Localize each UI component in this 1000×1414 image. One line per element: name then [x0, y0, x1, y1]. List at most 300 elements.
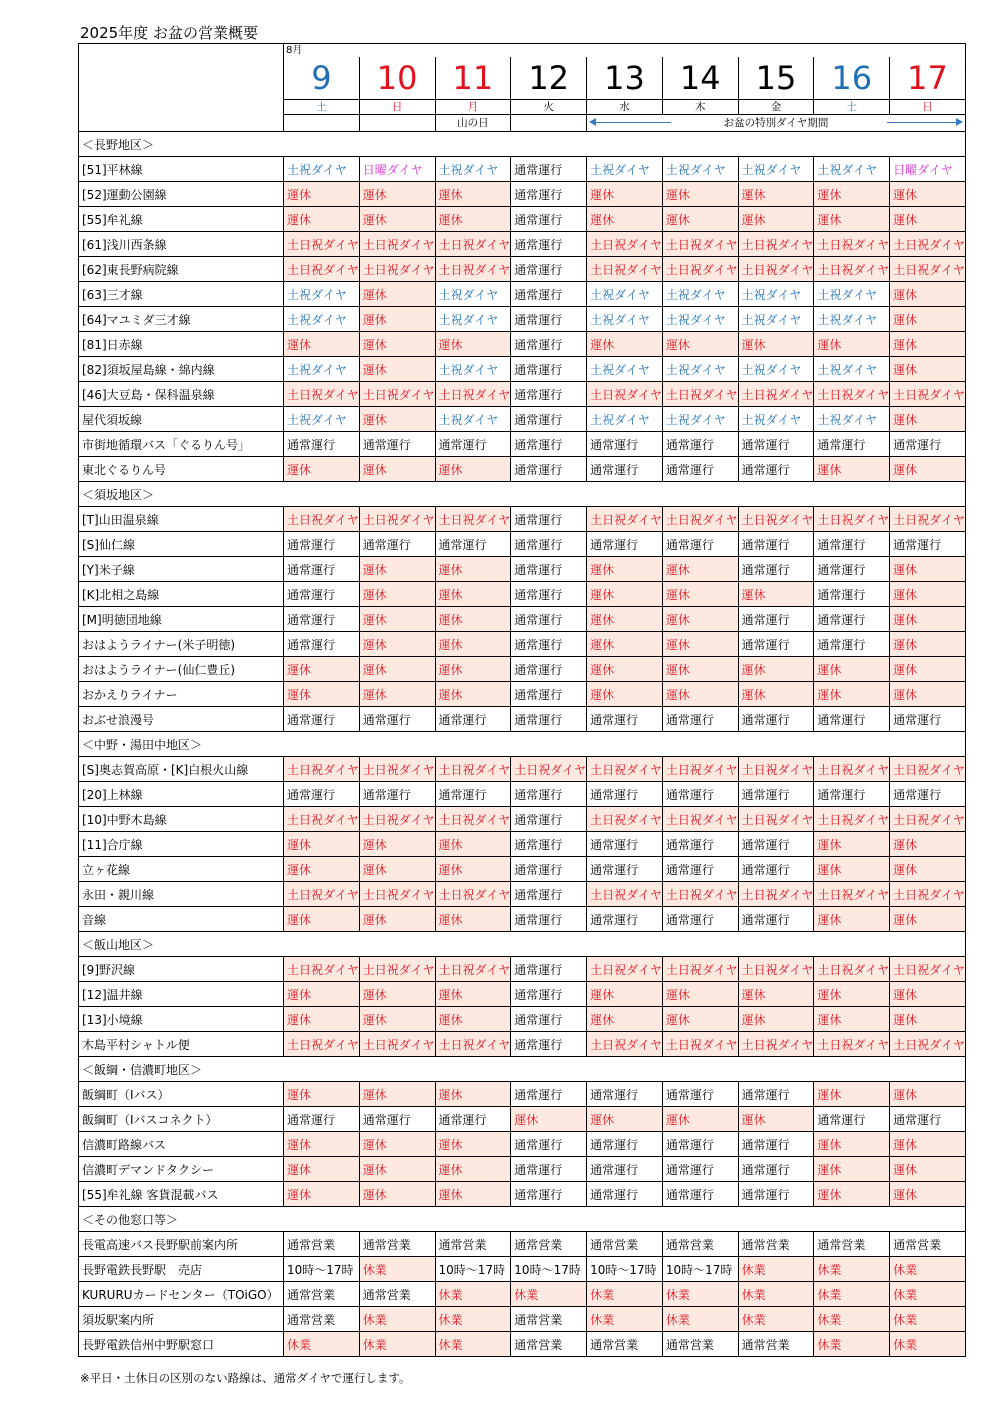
status-cell: 運休	[359, 1157, 435, 1182]
section-label: ＜中野・湯田中地区＞	[79, 732, 966, 757]
status-cell: 10時～17時	[587, 1257, 663, 1282]
status-cell: 運休	[359, 407, 435, 432]
status-cell: 土日祝ダイヤ	[738, 757, 814, 782]
table-row	[79, 832, 966, 857]
route-label: KURURUカードセンター（TOiGO）	[79, 1282, 284, 1307]
status-cell: 土日祝ダイヤ	[890, 232, 966, 257]
status-cell: 通常運行	[435, 707, 511, 732]
status-cell: 通常運行	[359, 707, 435, 732]
special-period-label: お盆の特別ダイヤ期間	[720, 117, 833, 129]
status-cell: 休業	[435, 1282, 511, 1307]
status-cell: 休業	[284, 1332, 360, 1357]
status-cell: 土日祝ダイヤ	[587, 757, 663, 782]
status-cell: 土日祝ダイヤ	[284, 1032, 360, 1057]
status-cell: 運休	[890, 982, 966, 1007]
status-cell: 通常運行	[662, 832, 738, 857]
table-row	[79, 582, 966, 607]
date-17: 17	[890, 57, 966, 100]
status-cell: 土祝ダイヤ	[284, 307, 360, 332]
status-cell: 運休	[662, 207, 738, 232]
status-cell: 運休	[890, 607, 966, 632]
status-cell: 運休	[738, 657, 814, 682]
status-cell: 通常運行	[587, 1132, 663, 1157]
table-row	[79, 1182, 966, 1207]
status-cell: 通常運行	[662, 707, 738, 732]
status-cell: 運休	[890, 682, 966, 707]
status-cell: 通常運行	[511, 982, 587, 1007]
status-cell: 運休	[662, 682, 738, 707]
status-cell: 運休	[587, 332, 663, 357]
status-cell: 土祝ダイヤ	[814, 282, 890, 307]
status-cell: 運休	[814, 1007, 890, 1032]
status-cell: 通常運行	[890, 707, 966, 732]
status-cell: 運休	[738, 207, 814, 232]
status-cell: 運休	[662, 582, 738, 607]
status-cell: 通常運行	[284, 432, 360, 457]
footnote: ※平日・土休日の区別のない路線は、通常ダイヤで運行します。	[80, 1371, 411, 1385]
status-cell: 土日祝ダイヤ	[814, 257, 890, 282]
status-cell: 土日祝ダイヤ	[359, 757, 435, 782]
status-cell: 土日祝ダイヤ	[662, 232, 738, 257]
status-cell: 運休	[814, 982, 890, 1007]
status-cell: 土祝ダイヤ	[814, 307, 890, 332]
status-cell: 運休	[284, 332, 360, 357]
status-cell: 土日祝ダイヤ	[435, 957, 511, 982]
status-cell: 土日祝ダイヤ	[890, 507, 966, 532]
status-cell: 通常運行	[662, 1182, 738, 1207]
route-label: [12]温井線	[79, 982, 284, 1007]
status-cell: 通常営業	[662, 1332, 738, 1357]
section-row	[79, 732, 966, 757]
arrow-line-right	[887, 122, 957, 123]
status-cell: 運休	[435, 682, 511, 707]
status-cell: 通常営業	[284, 1282, 360, 1307]
table-row	[79, 382, 966, 407]
status-cell: 通常運行	[284, 782, 360, 807]
status-cell: 通常営業	[511, 1307, 587, 1332]
status-cell: 土日祝ダイヤ	[587, 382, 663, 407]
status-cell: 運休	[738, 1007, 814, 1032]
status-cell: 運休	[359, 282, 435, 307]
status-cell: 運休	[435, 657, 511, 682]
status-cell: 休業	[738, 1282, 814, 1307]
status-cell: 運休	[890, 1007, 966, 1032]
weekday-11: 月	[435, 100, 511, 115]
status-cell: 休業	[814, 1332, 890, 1357]
status-cell: 通常運行	[511, 707, 587, 732]
status-cell: 土日祝ダイヤ	[435, 232, 511, 257]
status-cell: 通常運行	[511, 182, 587, 207]
table-row	[79, 882, 966, 907]
status-cell: 休業	[359, 1307, 435, 1332]
status-cell: 通常運行	[435, 1107, 511, 1132]
route-label: [S]仙仁線	[79, 532, 284, 557]
status-cell: 休業	[890, 1332, 966, 1357]
status-cell: 土日祝ダイヤ	[662, 882, 738, 907]
status-cell: 通常運行	[587, 832, 663, 857]
route-label: [55]牟礼線	[79, 207, 284, 232]
status-cell: 土祝ダイヤ	[662, 282, 738, 307]
status-cell: 運休	[662, 332, 738, 357]
status-cell: 通常営業	[435, 1232, 511, 1257]
status-cell: 運休	[284, 982, 360, 1007]
status-cell: 土日祝ダイヤ	[284, 882, 360, 907]
table-row	[79, 507, 966, 532]
status-cell: 休業	[587, 1282, 663, 1307]
status-cell: 土祝ダイヤ	[435, 282, 511, 307]
status-cell: 運休	[814, 1082, 890, 1107]
status-cell: 運休	[814, 1132, 890, 1157]
status-cell: 土日祝ダイヤ	[738, 257, 814, 282]
status-cell: 運休	[814, 457, 890, 482]
status-cell: 土日祝ダイヤ	[435, 1032, 511, 1057]
section-label: ＜飯綱・信濃町地区＞	[79, 1057, 966, 1082]
status-cell: 運休	[587, 632, 663, 657]
route-label: [11]合庁線	[79, 832, 284, 857]
status-cell: 運休	[890, 1182, 966, 1207]
status-cell: 運休	[890, 582, 966, 607]
status-cell: 運休	[814, 182, 890, 207]
date-14: 14	[662, 57, 738, 100]
status-cell: 通常運行	[662, 457, 738, 482]
status-cell: 土日祝ダイヤ	[890, 807, 966, 832]
header-month-row	[79, 44, 966, 58]
status-cell: 通常運行	[511, 207, 587, 232]
status-cell: 土日祝ダイヤ	[890, 757, 966, 782]
status-cell: 土日祝ダイヤ	[814, 807, 890, 832]
status-cell: 土日祝ダイヤ	[738, 507, 814, 532]
status-cell: 休業	[511, 1282, 587, 1307]
status-cell: 休業	[738, 1257, 814, 1282]
status-cell: 通常営業	[284, 1232, 360, 1257]
route-label: [K]北相之島線	[79, 582, 284, 607]
status-cell: 土日祝ダイヤ	[738, 382, 814, 407]
table-row	[79, 1282, 966, 1307]
status-cell: 土日祝ダイヤ	[359, 232, 435, 257]
status-cell: 運休	[662, 557, 738, 582]
status-cell: 運休	[359, 457, 435, 482]
status-cell: 通常営業	[738, 1332, 814, 1357]
route-label: [20]上林線	[79, 782, 284, 807]
status-cell: 休業	[587, 1307, 663, 1332]
status-cell: 土祝ダイヤ	[662, 307, 738, 332]
status-cell: 土日祝ダイヤ	[814, 957, 890, 982]
status-cell: 土日祝ダイヤ	[359, 382, 435, 407]
status-cell: 通常営業	[890, 1232, 966, 1257]
status-cell: 運休	[890, 357, 966, 382]
status-cell: 通常運行	[511, 357, 587, 382]
status-cell: 通常運行	[511, 382, 587, 407]
status-cell: 土日祝ダイヤ	[359, 957, 435, 982]
status-cell: 運休	[359, 307, 435, 332]
status-cell: 通常運行	[284, 632, 360, 657]
date-11: 11	[435, 57, 511, 100]
table-row	[79, 857, 966, 882]
status-cell: 通常運行	[890, 532, 966, 557]
status-cell: 運休	[359, 832, 435, 857]
status-cell: 運休	[435, 207, 511, 232]
status-cell: 運休	[890, 282, 966, 307]
table-row	[79, 332, 966, 357]
status-cell: 土日祝ダイヤ	[890, 957, 966, 982]
status-cell: 通常運行	[814, 582, 890, 607]
route-label: [9]野沢線	[79, 957, 284, 982]
status-cell: 土日祝ダイヤ	[587, 807, 663, 832]
status-cell: 運休	[435, 1007, 511, 1032]
status-cell: 土日祝ダイヤ	[814, 232, 890, 257]
month-label: 8月	[284, 44, 966, 58]
status-cell: 運休	[435, 557, 511, 582]
status-cell: 通常運行	[511, 907, 587, 932]
status-cell: 日曜ダイヤ	[359, 157, 435, 182]
weekday-9: 土	[284, 100, 360, 115]
status-cell: 運休	[890, 657, 966, 682]
status-cell: 土祝ダイヤ	[814, 157, 890, 182]
status-cell: 土日祝ダイヤ	[359, 807, 435, 832]
status-cell: 運休	[435, 1182, 511, 1207]
status-cell: 土祝ダイヤ	[435, 157, 511, 182]
table-row	[79, 657, 966, 682]
status-cell: 運休	[359, 1082, 435, 1107]
status-cell: 運休	[284, 857, 360, 882]
status-cell: 通常運行	[435, 432, 511, 457]
table-row	[79, 407, 966, 432]
status-cell: 10時～17時	[284, 1257, 360, 1282]
status-cell: 運休	[587, 607, 663, 632]
status-cell: 通常運行	[359, 1107, 435, 1132]
status-cell: 休業	[662, 1282, 738, 1307]
status-cell: 通常運行	[890, 1107, 966, 1132]
table-row	[79, 1082, 966, 1107]
status-cell: 運休	[890, 832, 966, 857]
status-cell: 土日祝ダイヤ	[662, 957, 738, 982]
status-cell: 通常営業	[587, 1232, 663, 1257]
table-row	[79, 432, 966, 457]
status-cell: 休業	[662, 1307, 738, 1332]
status-cell: 運休	[284, 457, 360, 482]
route-label: [Y]米子線	[79, 557, 284, 582]
status-cell: 運休	[435, 857, 511, 882]
status-cell: 土日祝ダイヤ	[359, 1032, 435, 1057]
status-cell: 通常運行	[511, 832, 587, 857]
table-row	[79, 282, 966, 307]
schedule-table	[78, 43, 966, 1357]
status-cell: 土祝ダイヤ	[662, 157, 738, 182]
table-row	[79, 1157, 966, 1182]
status-cell: 通常運行	[511, 957, 587, 982]
status-cell: 土日祝ダイヤ	[284, 957, 360, 982]
status-cell: 通常運行	[511, 782, 587, 807]
status-cell: 運休	[738, 182, 814, 207]
status-cell: 運休	[284, 1082, 360, 1107]
status-cell: 通常運行	[435, 782, 511, 807]
status-cell: 通常運行	[511, 457, 587, 482]
status-cell: 通常運行	[511, 632, 587, 657]
status-cell: 運休	[587, 1107, 663, 1132]
status-cell: 土日祝ダイヤ	[587, 257, 663, 282]
section-label: ＜その他窓口等＞	[79, 1207, 966, 1232]
route-label: [63]三才線	[79, 282, 284, 307]
weekday-16: 土	[814, 100, 890, 115]
route-label: 市街地循環バス「ぐるりん号」	[79, 432, 284, 457]
status-cell: 土日祝ダイヤ	[284, 507, 360, 532]
status-cell: 運休	[662, 657, 738, 682]
status-cell: 運休	[284, 682, 360, 707]
status-cell: 土日祝ダイヤ	[738, 957, 814, 982]
status-cell: 土祝ダイヤ	[738, 357, 814, 382]
table-row	[79, 1132, 966, 1157]
table-row	[79, 682, 966, 707]
status-cell: 土祝ダイヤ	[738, 282, 814, 307]
status-cell: 休業	[359, 1332, 435, 1357]
status-cell: 通常運行	[511, 582, 587, 607]
status-cell: 通常運行	[738, 832, 814, 857]
status-cell: 土日祝ダイヤ	[890, 382, 966, 407]
status-cell: 土日祝ダイヤ	[587, 1032, 663, 1057]
status-cell: 通常運行	[284, 607, 360, 632]
status-cell: 運休	[284, 1182, 360, 1207]
route-label: おはようライナー(仙仁豊丘)	[79, 657, 284, 682]
route-label: 屋代須坂線	[79, 407, 284, 432]
route-label: 音線	[79, 907, 284, 932]
status-cell: 通常運行	[662, 782, 738, 807]
status-cell: 通常運行	[587, 907, 663, 932]
route-label: 長野電鉄信州中野駅窓口	[79, 1332, 284, 1357]
status-cell: 通常運行	[587, 857, 663, 882]
status-cell: 運休	[587, 1007, 663, 1032]
table-row	[79, 957, 966, 982]
status-cell: 土日祝ダイヤ	[662, 382, 738, 407]
status-cell: 運休	[890, 1157, 966, 1182]
status-cell: 土日祝ダイヤ	[359, 507, 435, 532]
route-label: おぶせ浪漫号	[79, 707, 284, 732]
weekday-17: 日	[890, 100, 966, 115]
status-cell: 土祝ダイヤ	[587, 157, 663, 182]
schedule-table-body	[79, 44, 966, 1357]
route-label: 木島平村シャトル便	[79, 1032, 284, 1057]
table-row	[79, 532, 966, 557]
status-cell: 通常運行	[662, 1132, 738, 1157]
status-cell: 運休	[814, 832, 890, 857]
status-cell: 運休	[359, 682, 435, 707]
table-row	[79, 357, 966, 382]
status-cell: 運休	[890, 207, 966, 232]
status-cell: 運休	[284, 207, 360, 232]
status-cell: 土祝ダイヤ	[738, 407, 814, 432]
status-cell: 運休	[662, 182, 738, 207]
status-cell: 土日祝ダイヤ	[662, 507, 738, 532]
status-cell: 通常運行	[890, 782, 966, 807]
status-cell: 土日祝ダイヤ	[587, 232, 663, 257]
status-cell: 土日祝ダイヤ	[587, 957, 663, 982]
status-cell: 土日祝ダイヤ	[814, 1032, 890, 1057]
status-cell: 通常運行	[511, 807, 587, 832]
route-label: [81]日赤線	[79, 332, 284, 357]
status-cell: 運休	[890, 907, 966, 932]
note-cell-10	[359, 115, 435, 132]
status-cell: 通常運行	[587, 707, 663, 732]
section-row	[79, 1057, 966, 1082]
route-label: 信濃町路線バス	[79, 1132, 284, 1157]
status-cell: 通常運行	[738, 907, 814, 932]
route-label: 信濃町デマンドタクシー	[79, 1157, 284, 1182]
status-cell: 土日祝ダイヤ	[814, 882, 890, 907]
status-cell: 通常運行	[587, 457, 663, 482]
date-16: 16	[814, 57, 890, 100]
status-cell: 運休	[587, 982, 663, 1007]
status-cell: 運休	[435, 1157, 511, 1182]
status-cell: 通常営業	[511, 1332, 587, 1357]
status-cell: 運休	[587, 582, 663, 607]
status-cell: 通常運行	[587, 1182, 663, 1207]
route-label: 東北ぐるりん号	[79, 457, 284, 482]
status-cell: 通常運行	[511, 307, 587, 332]
table-row	[79, 1107, 966, 1132]
status-cell: 土祝ダイヤ	[814, 407, 890, 432]
status-cell: 運休	[284, 1132, 360, 1157]
status-cell: 通常運行	[435, 532, 511, 557]
status-cell: 運休	[359, 982, 435, 1007]
table-row	[79, 157, 966, 182]
weekday-13: 水	[587, 100, 663, 115]
status-cell: 運休	[662, 982, 738, 1007]
status-cell: 通常運行	[814, 1107, 890, 1132]
status-cell: 通常運行	[738, 607, 814, 632]
status-cell: 土日祝ダイヤ	[435, 807, 511, 832]
section-label: ＜飯山地区＞	[79, 932, 966, 957]
status-cell: 通常運行	[587, 1082, 663, 1107]
date-10: 10	[359, 57, 435, 100]
status-cell: 運休	[435, 332, 511, 357]
status-cell: 土日祝ダイヤ	[738, 1032, 814, 1057]
status-cell: 土日祝ダイヤ	[890, 257, 966, 282]
status-cell: 通常営業	[738, 1232, 814, 1257]
note-cell-9	[284, 115, 360, 132]
status-cell: 通常運行	[511, 882, 587, 907]
status-cell: 土日祝ダイヤ	[435, 882, 511, 907]
status-cell: 運休	[890, 1082, 966, 1107]
status-cell: 運休	[435, 982, 511, 1007]
status-cell: 通常運行	[738, 782, 814, 807]
status-cell: 通常運行	[511, 332, 587, 357]
table-row	[79, 232, 966, 257]
status-cell: 運休	[284, 832, 360, 857]
status-cell: 通常運行	[284, 707, 360, 732]
status-cell: 土祝ダイヤ	[587, 407, 663, 432]
status-cell: 土日祝ダイヤ	[284, 257, 360, 282]
status-cell: 休業	[814, 1307, 890, 1332]
route-label: [55]牟礼線 客貨混載バス	[79, 1182, 284, 1207]
table-row	[79, 607, 966, 632]
status-cell: 土日祝ダイヤ	[738, 807, 814, 832]
status-cell: 土日祝ダイヤ	[662, 757, 738, 782]
status-cell: 土祝ダイヤ	[435, 307, 511, 332]
status-cell: 通常運行	[738, 432, 814, 457]
status-cell: 土日祝ダイヤ	[359, 257, 435, 282]
status-cell: 通常運行	[814, 782, 890, 807]
date-15: 15	[738, 57, 814, 100]
status-cell: 運休	[814, 1157, 890, 1182]
status-cell: 土祝ダイヤ	[435, 357, 511, 382]
status-cell: 運休	[359, 357, 435, 382]
route-label: 永田・親川線	[79, 882, 284, 907]
status-cell: 土祝ダイヤ	[662, 407, 738, 432]
status-cell: 運休	[662, 1007, 738, 1032]
table-row	[79, 1307, 966, 1332]
status-cell: 土日祝ダイヤ	[284, 757, 360, 782]
status-cell: 通常運行	[738, 457, 814, 482]
status-cell: 土祝ダイヤ	[284, 357, 360, 382]
